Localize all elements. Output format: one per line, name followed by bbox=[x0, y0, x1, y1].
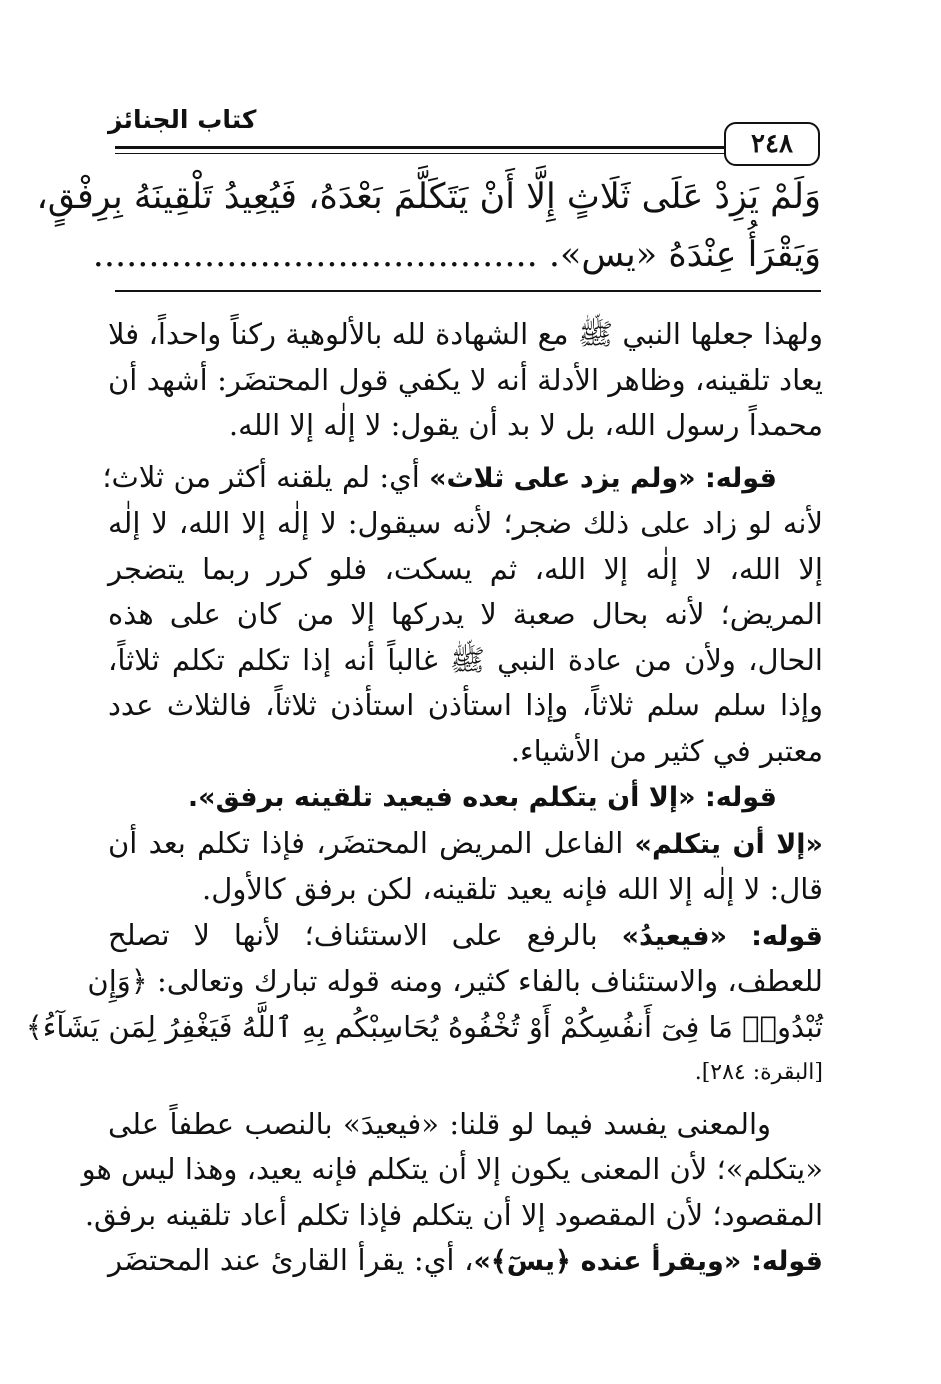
paragraph bbox=[81, 1102, 823, 1239]
keyword-quote: «إلا أن يتكلم» bbox=[634, 828, 823, 860]
quran-verse-line: تُبْدُوا۟ مَا فِىٓ أَنفُسِكُمْ أَوْ تُخْفُوهُ يُحَاسِبْكُم بِهِ ٱللَّهُ فَيَغْفِرُ لِمَن يَشَآءُ﴾ bbox=[25, 1009, 823, 1044]
text-run: الفاعل المريض المحتضَر، فإذا تكلم بعد أن bbox=[108, 825, 635, 860]
text-line: معتبر في كثير من الأشياء. bbox=[510, 733, 823, 768]
text-line: «يتكلم»؛ لأن المعنى يكون إلا أن يتكلم فإنه يعيد، وهذا ليس هو bbox=[81, 1152, 823, 1186]
text-run: بالرفع على الاستئناف؛ لأنها لا تصلح bbox=[108, 917, 622, 952]
text-line: ولهذا جعلها النبي ﷺ مع الشهادة لله بالألوهية ركناً واحداً، فلا bbox=[108, 317, 823, 351]
text-line bbox=[108, 821, 823, 868]
keyword-quote: قوله: «فيعيدُ» bbox=[621, 920, 823, 952]
text-line: المريض؛ لأنه بحال صعبة لا يدركها إلا من كان على هذه bbox=[108, 597, 823, 631]
text-line bbox=[108, 774, 823, 821]
page-number: ٢٤٨ bbox=[724, 122, 820, 166]
header-rule bbox=[115, 146, 818, 149]
text-line: قال: لا إلٰه إلا الله فإنه يعيد تلقينه، لكن برفق كالأول. bbox=[202, 872, 823, 906]
running-header-title: كتاب الجنائز bbox=[108, 105, 257, 134]
text-line: لأنه لو زاد على ذلك ضجر؛ لأنه سيقول: لا إلٰه إلا الله، لا إلٰه bbox=[108, 506, 823, 540]
matn-text bbox=[36, 168, 821, 284]
paragraph bbox=[25, 913, 823, 1096]
paragraph bbox=[102, 455, 823, 775]
header-rule-thin bbox=[115, 153, 818, 154]
text-line: وإذا سلم سلم ثلاثاً، وإذا استأذن استأذن ثلاثاً، فالثلاث عدد bbox=[108, 688, 823, 722]
paragraph bbox=[108, 312, 823, 449]
text-line: الحال، ولأن من عادة النبي ﷺ غالباً أنه إذا تكلم تكلم ثلاثاً، bbox=[108, 642, 823, 677]
text-line bbox=[108, 1102, 823, 1148]
text-line: المقصود؛ لأن المقصود إلا أن يتكلم فإذا تكلم أعاد تلقينه برفق. bbox=[84, 1197, 823, 1232]
matn-separator bbox=[115, 290, 821, 292]
text-run: والمعنى يفسد فيما لو قلنا: «فيعيدَ» بالنصب عطفاً على bbox=[108, 1106, 772, 1141]
text-line: يعاد تلقينه، وظاهر الأدلة أنه لا يكفي قول المحتضَر: أشهد أن bbox=[108, 362, 823, 397]
keyword-quote: قوله: «ولم يزد على ثلاث» bbox=[429, 462, 777, 494]
text-line bbox=[108, 913, 823, 960]
matn-line: وَيَقْرَأُ عِنْدَهُ «يس». ........................................ bbox=[92, 235, 821, 275]
text-line bbox=[108, 1238, 823, 1285]
paragraph bbox=[108, 1238, 823, 1285]
text-run: ، أي: يقرأ القارئ عند المحتضَر bbox=[108, 1243, 474, 1277]
text-line bbox=[102, 455, 823, 502]
text-line: للعطف، والاستئناف بالفاء كثير، ومنه قوله تبارك وتعالى: ﴿وَإِن bbox=[87, 964, 823, 998]
commentary-text bbox=[25, 312, 823, 1285]
keyword-quote: قوله: «ويقرأ عنده ﴿يسٓ﴾» bbox=[473, 1246, 823, 1277]
keyword-quote: قوله: «إلا أن يتكلم بعده فيعيد تلقينه برفق». bbox=[187, 782, 777, 813]
text-line: محمداً رسول الله، بل لا بد أن يقول: لا إلٰه إلا الله. bbox=[228, 408, 823, 442]
text-run: أي: لم يلقنه أكثر من ثلاث؛ bbox=[102, 459, 430, 494]
text-line: إلا الله، لا إلٰه إلا الله، ثم يسكت، فلو كرر ربما يتضجر bbox=[108, 551, 823, 586]
matn-line: وَلَمْ يَزِدْ عَلَى ثَلَاثٍ إِلَّا أَنْ يَتَكَلَّمَ بَعْدَهُ، فَيُعِيدُ تَلْقِينَهُ بِرِفْقٍ، bbox=[36, 177, 821, 217]
paragraph bbox=[108, 774, 823, 821]
verse-citation: [البقرة: ٢٨٤]. bbox=[694, 1060, 823, 1085]
paragraph bbox=[108, 821, 823, 913]
